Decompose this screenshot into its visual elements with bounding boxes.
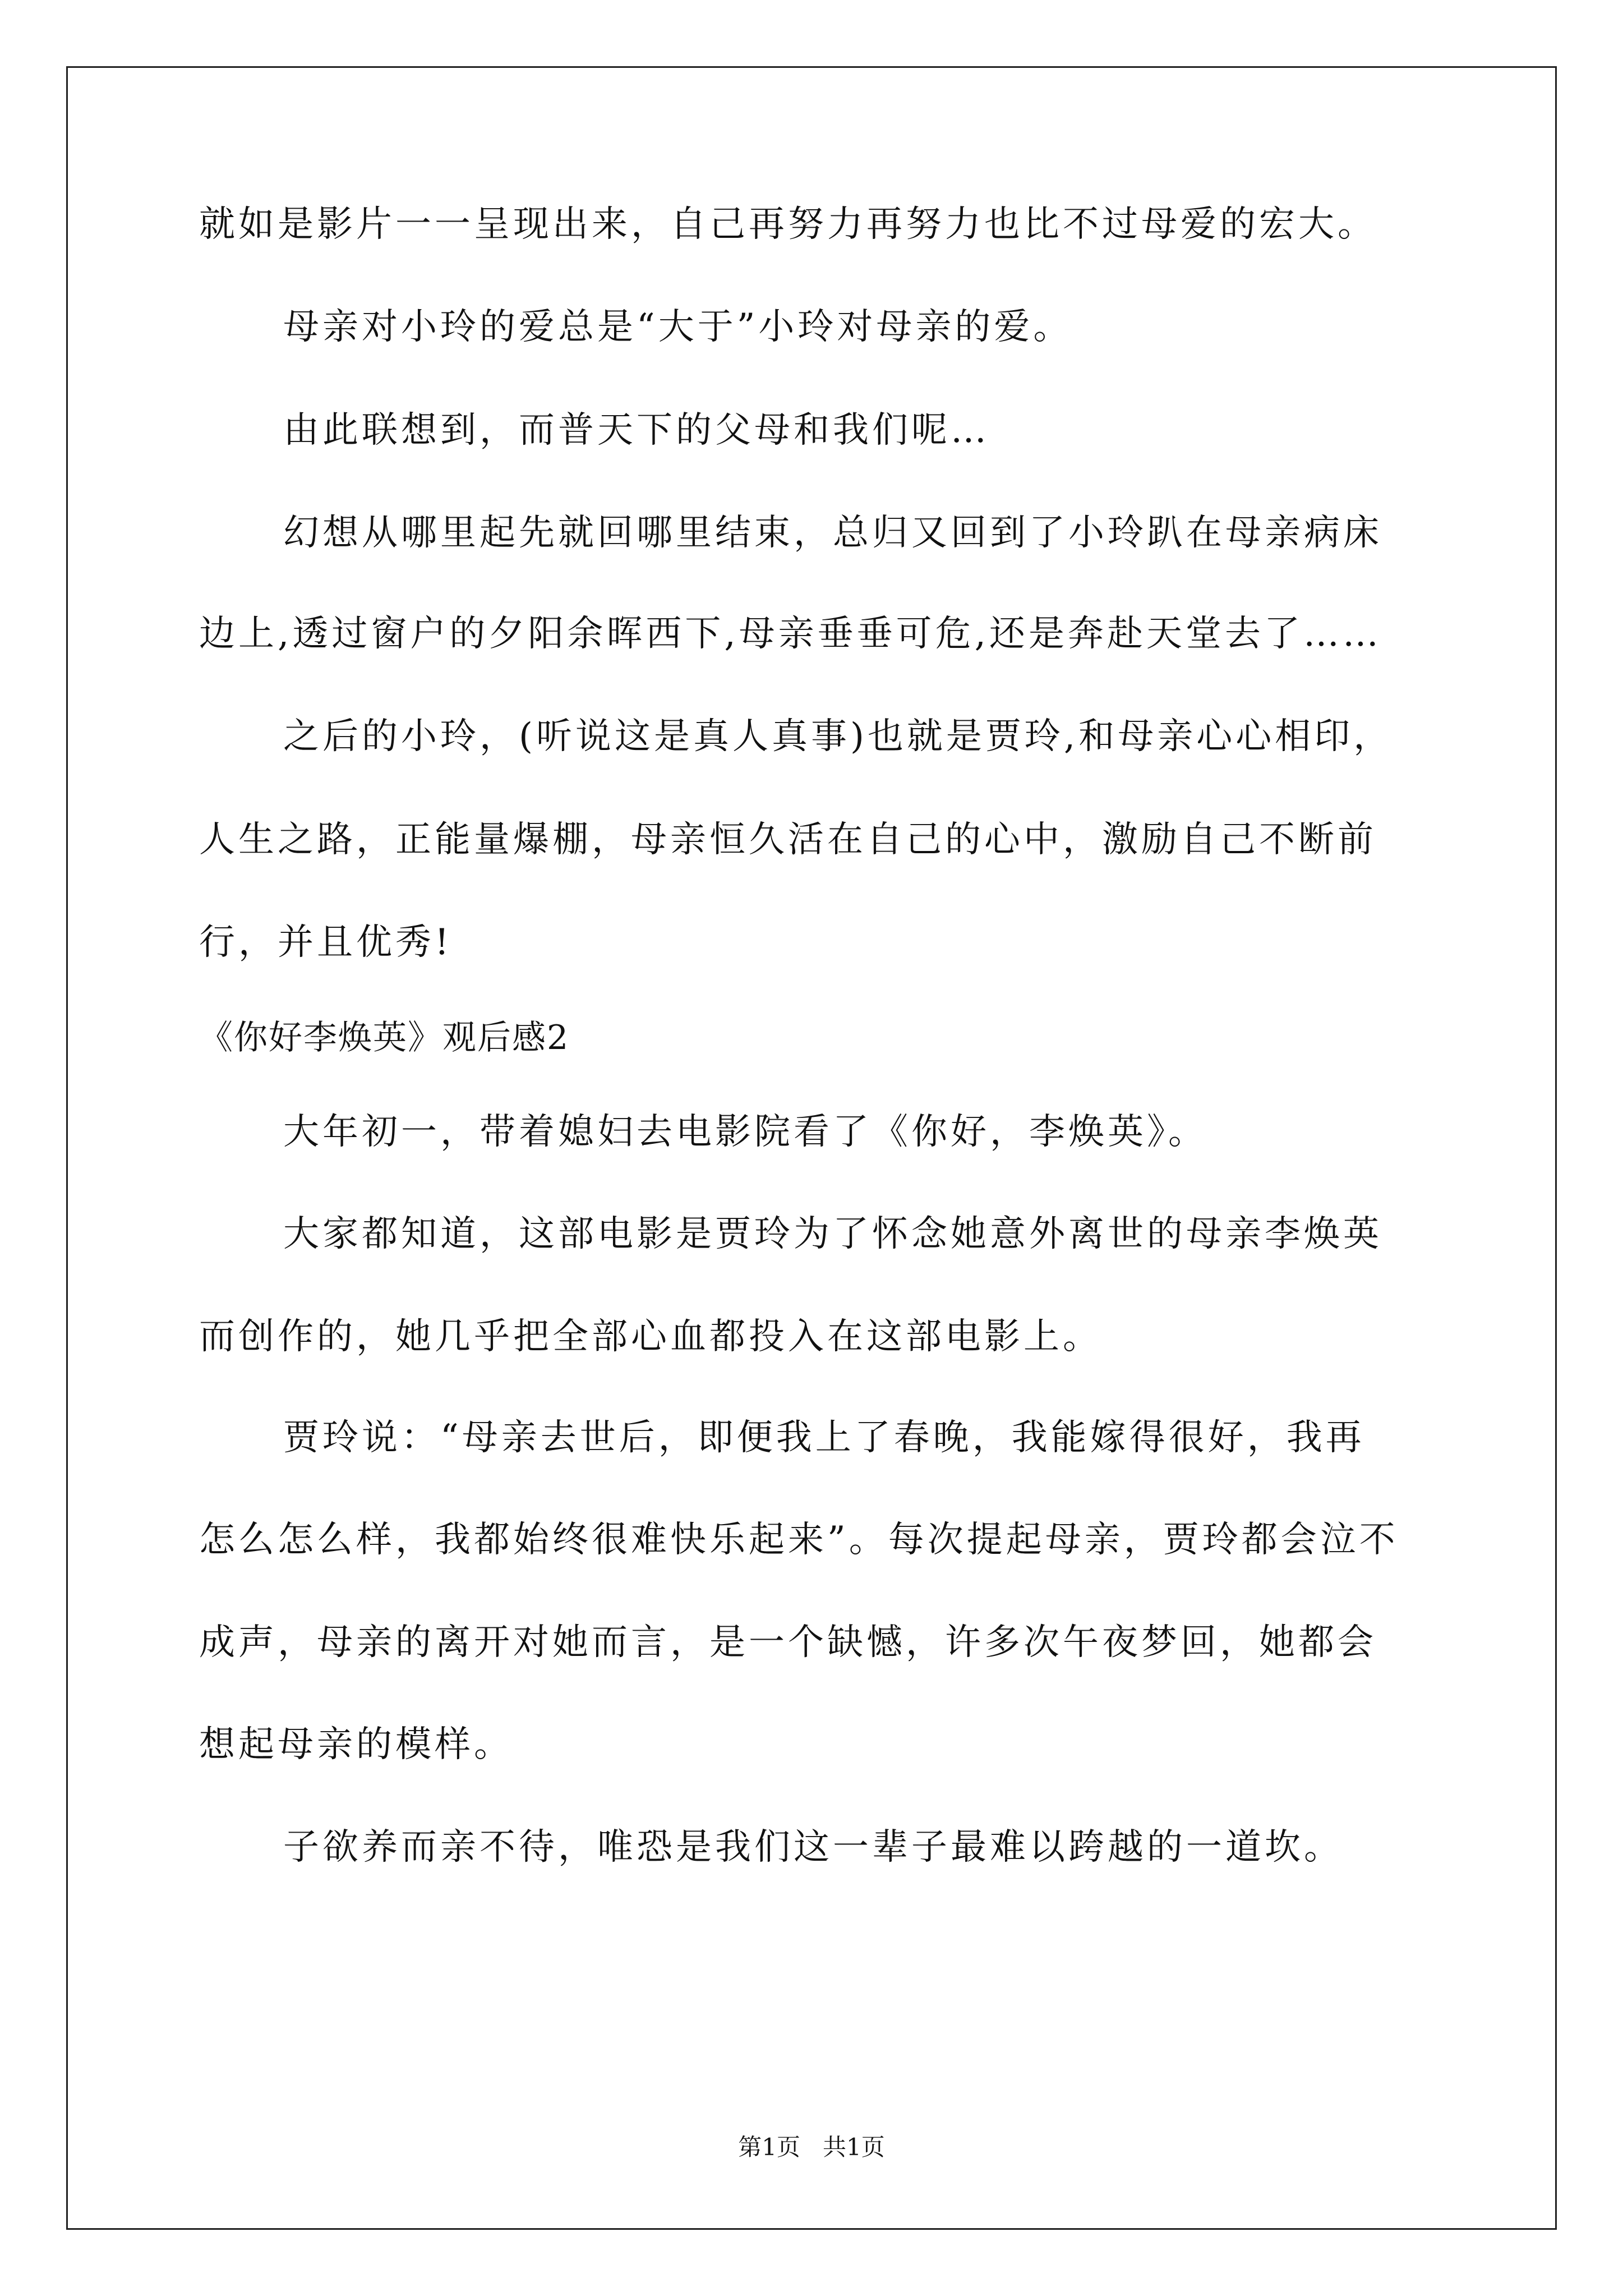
paragraph-line: 大家都知道，这部电影是贾玲为了怀念她意外离世的母亲李焕英 <box>283 1213 1382 1255</box>
paragraph-line: 子欲养而亲不待，唯恐是我们这一辈子最难以跨越的一道坎。 <box>283 1826 1343 1868</box>
page-footer: 第1页 共1页 <box>738 2133 885 2161</box>
paragraph-line: 成声，母亲的离开对她而言，是一个缺憾，许多次午夜梦回，她都会 <box>199 1622 1377 1663</box>
paragraph-line: 由此联想到，而普天下的父母和我们呢… <box>283 409 990 451</box>
section-heading: 《你好李焕英》观后感2 <box>199 1018 570 1057</box>
paragraph-line: 行，并且优秀! <box>199 922 453 963</box>
paragraph-line: 大年初一，带着媳妇去电影院看了《你好，李焕英》。 <box>283 1111 1207 1153</box>
paragraph-line: 而创作的，她几乎把全部心血都投入在这部电影上。 <box>199 1316 1102 1358</box>
paragraph-line: 边上,透过窗户的夕阳余晖西下,母亲垂垂可危,还是奔赴天堂去了…… <box>199 613 1382 655</box>
paragraph-line: 幻想从哪里起先就回哪里结束，总归又回到了小玲趴在母亲病床 <box>283 512 1382 554</box>
paragraph-line: 母亲对小玲的爱总是“大于”小玲对母亲的爱。 <box>283 306 1073 348</box>
paragraph-line: 想起母亲的模样。 <box>199 1724 513 1765</box>
paragraph-line: 就如是影片一一呈现出来，自己再努力再努力也比不过母爱的宏大。 <box>199 204 1377 245</box>
paragraph-line: 之后的小玲，(听说这是真人真事)也就是贾玲,和母亲心心相印， <box>283 716 1393 757</box>
paragraph-line: 怎么怎么样，我都始终很难快乐起来”。每次提起母亲，贾玲都会泣不 <box>199 1519 1399 1561</box>
paragraph-line: 贾玲说：“母亲去世后，即便我上了春晚，我能嫁得很好，我再 <box>283 1417 1365 1458</box>
paragraph-line: 人生之路，正能量爆棚，母亲恒久活在自己的心中，激励自己不断前 <box>199 819 1377 861</box>
